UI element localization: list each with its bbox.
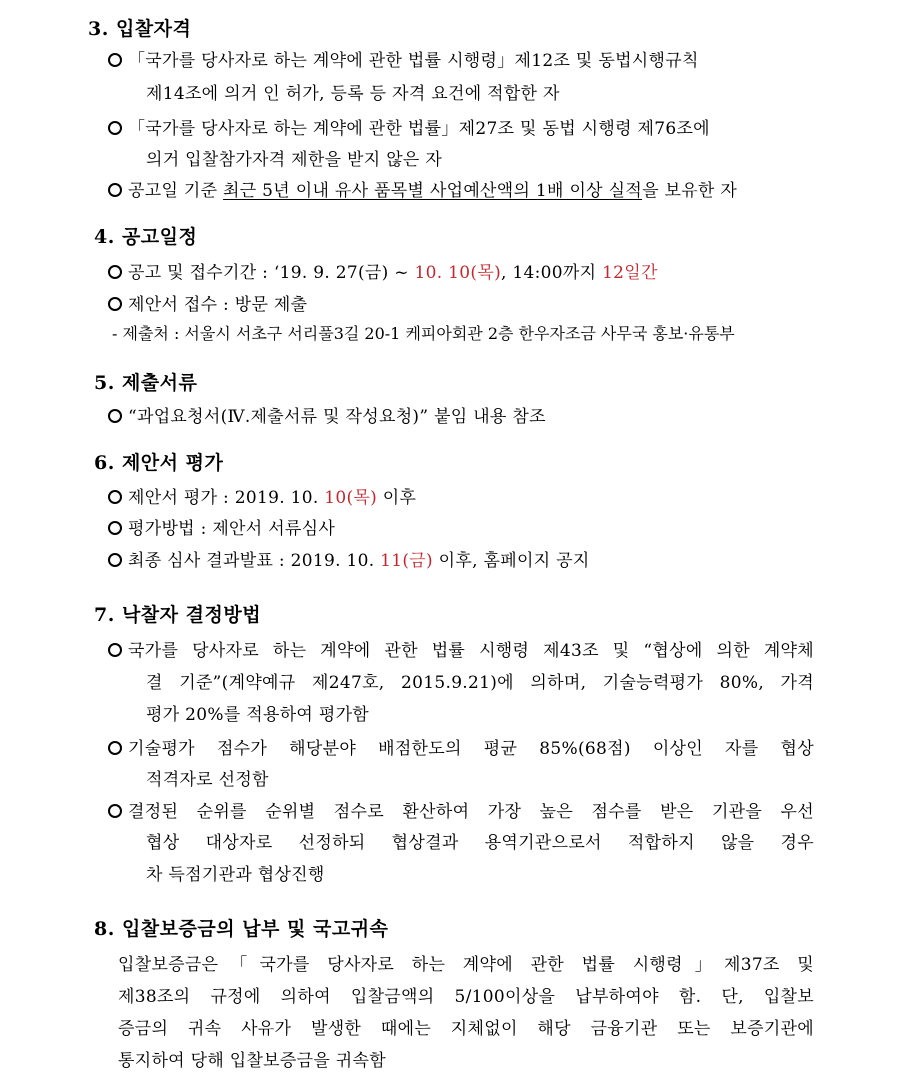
section-6-bullet-3-suffix: 이후, 홈페이지 공지 xyxy=(432,551,590,571)
announcement-date: 11(금) xyxy=(380,551,433,571)
section-8-paragraph-line-1: 입찰보증금은「국가를 당사자로 하는 계약에 관한 법률 시행령」제37조 및 xyxy=(118,955,814,975)
section-4-bullet-1 xyxy=(106,258,658,283)
circle-bullet-icon xyxy=(106,552,128,568)
section-3-title: 3. 입찰자격 xyxy=(88,18,192,40)
section-6-bullet-3-prefix: 최종 심사 결과발표 : 2019. 10. xyxy=(128,551,381,571)
deadline-date: 10. 10(목) xyxy=(414,263,502,283)
section-4-bullet-2 xyxy=(106,290,307,315)
circle-bullet-icon xyxy=(106,408,128,424)
circle-bullet-icon xyxy=(106,120,128,136)
section-3-bullet-1-line-2: 제14조에 의거 인 허가, 등록 등 자격 요건에 적합한 자 xyxy=(146,84,560,104)
section-7-bullet-1-line-1 xyxy=(106,636,814,661)
circle-bullet-icon xyxy=(106,264,128,280)
section-4-bullet-1-prefix: 공고 및 접수기간 : ‘19. 9. 27(금) ~ xyxy=(128,263,415,283)
circle-bullet-icon xyxy=(106,52,128,68)
section-3-bullet-1-text-1: 「국가를 당사자로 하는 계약에 관한 법률 시행령」제12조 및 동법시행규칙 xyxy=(128,51,699,71)
circle-bullet-icon xyxy=(106,642,128,658)
circle-bullet-icon xyxy=(106,520,128,536)
section-5-bullet-1-text: “과업요청서(Ⅳ.제출서류 및 작성요청)” 붙임 내용 참조 xyxy=(128,407,546,427)
section-3-bullet-3 xyxy=(106,176,737,201)
section-4-title: 4. 공고일정 xyxy=(94,226,198,248)
section-7-bullet-1-line-2: 결 기준”(계약예규 제247호, 2015.9.21)에 의하며, 기술능력평가 80%, 가격 xyxy=(146,673,814,693)
section-6-title: 6. 제안서 평가 xyxy=(94,452,224,474)
section-3-bullet-2-line-1 xyxy=(106,114,710,139)
section-4-bullet-2-text: 제안서 접수 : 방문 제출 xyxy=(128,295,308,315)
section-4-submission-place: - 제출처 : 서울시 서초구 서리풀3길 20-1 케피아회관 2층 한우자조금 사무국 홍보·유통부 xyxy=(112,324,735,343)
section-6-bullet-2 xyxy=(106,514,335,539)
section-8-paragraph-line-4: 통지하여 당해 입찰보증금을 귀속함 xyxy=(118,1051,386,1071)
section-7-bullet-2-text-1: 기술평가 점수가 해당분야 배점한도의 평균 85%(68점) 이상인 자를 협상 xyxy=(128,739,814,759)
circle-bullet-icon xyxy=(106,803,128,819)
section-8-paragraph-line-2: 제38조의 규정에 의하여 입찰금액의 5/100이상을 납부하여야 함. 단, 입찰보 xyxy=(118,987,814,1007)
section-7-bullet-2-line-2: 적격자로 선정함 xyxy=(146,770,269,790)
section-6-bullet-1-suffix: 이후 xyxy=(377,488,417,508)
section-4-bullet-1-middle: , 14:00까지 xyxy=(501,263,603,283)
section-7-bullet-3-line-2: 협상 대상자로 선정하되 협상결과 용역기관으로서 적합하지 않을 경우 xyxy=(146,833,814,853)
section-3-bullet-3-suffix: 을 보유한 자 xyxy=(642,181,738,201)
section-6-bullet-1-prefix: 제안서 평가 : 2019. 10. xyxy=(128,488,325,508)
section-5-bullet-1 xyxy=(106,402,546,427)
evaluation-date: 10(목) xyxy=(324,488,378,508)
section-7-title: 7. 낙찰자 결정방법 xyxy=(94,604,262,626)
section-3-bullet-2-text-1: 「국가를 당사자로 하는 계약에 관한 법률」제27조 및 동법 시행령 제76조에 xyxy=(128,119,710,139)
section-8-paragraph-line-3: 증금의 귀속 사유가 발생한 때에는 지체없이 해당 금융기관 또는 보증기관에 xyxy=(118,1019,814,1039)
section-6-bullet-3 xyxy=(106,546,590,571)
section-3-bullet-3-prefix: 공고일 기준 xyxy=(128,181,224,201)
section-7-bullet-1-text-1: 국가를 당사자로 하는 계약에 관한 법률 시행령 제43조 및 “협상에 의한 계약체 xyxy=(128,641,814,661)
section-3-bullet-1-line-1 xyxy=(106,46,699,71)
section-6-bullet-2-text: 평가방법 : 제안서 서류심사 xyxy=(128,519,336,539)
section-7-bullet-2-line-1 xyxy=(106,734,814,759)
section-3-bullet-2-line-2: 의거 입찰참가자격 제한을 받지 않은 자 xyxy=(146,150,443,170)
circle-bullet-icon xyxy=(106,182,128,198)
circle-bullet-icon xyxy=(106,740,128,756)
circle-bullet-icon xyxy=(106,489,128,505)
circle-bullet-icon xyxy=(106,296,128,312)
section-3-bullet-3-underlined: 최근 5년 이내 유사 품목별 사업예산액의 1배 이상 실적 xyxy=(223,181,643,201)
section-7-bullet-1-line-3: 평가 20%를 적용하여 평가함 xyxy=(146,705,370,725)
section-7-bullet-3-text-1: 결정된 순위를 순위별 점수로 환산하여 가장 높은 점수를 받은 기관을 우선 xyxy=(128,802,814,822)
section-6-bullet-1 xyxy=(106,483,416,508)
section-7-bullet-3-line-3: 차 득점기관과 협상진행 xyxy=(146,865,325,885)
period-days: 12일간 xyxy=(602,263,658,283)
section-5-title: 5. 제출서류 xyxy=(94,372,198,394)
section-7-bullet-3-line-1 xyxy=(106,797,814,822)
section-8-title: 8. 입찰보증금의 납부 및 국고귀속 xyxy=(94,918,389,940)
